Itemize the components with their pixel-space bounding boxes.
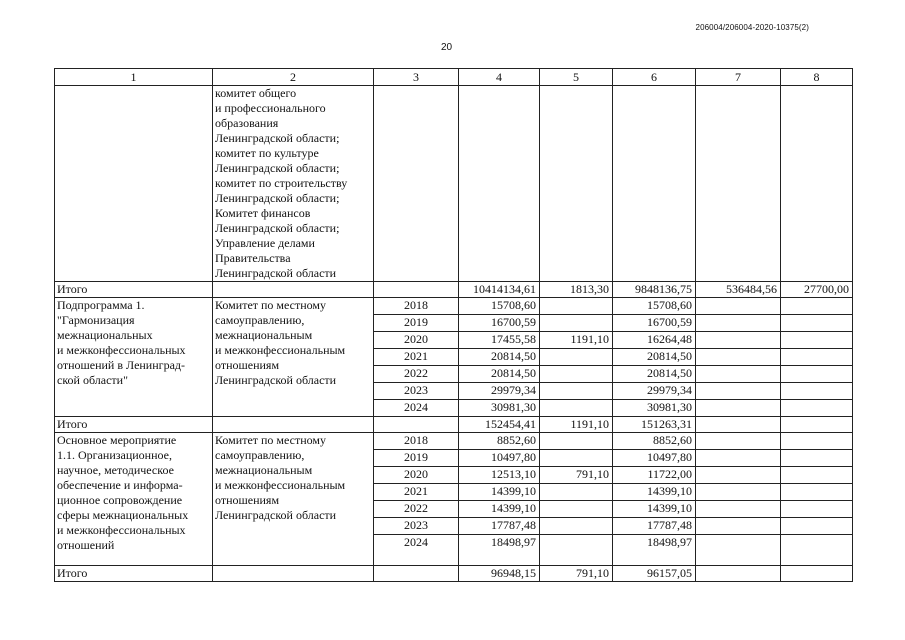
value-cell: 16700,59: [613, 315, 696, 332]
table-cell: [781, 315, 853, 332]
value-cell: 20814,50: [459, 366, 540, 383]
value-cell: 12513,10: [459, 467, 540, 484]
value-cell: [540, 535, 613, 566]
year-cell: 2018: [374, 298, 459, 315]
total-value: 152454,41: [459, 417, 540, 433]
value-cell: [540, 518, 613, 535]
column-number-row: [55, 69, 853, 86]
value-cell: 20814,50: [613, 366, 696, 383]
table-cell: [781, 433, 853, 450]
value-cell: [540, 501, 613, 518]
value-cell: 15708,60: [613, 298, 696, 315]
year-cell: 2019: [374, 450, 459, 467]
value-cell: 18498,97: [459, 535, 540, 566]
activity-executor: Комитет по местному самоуправлению, межнациональным и межконфессиональным отношениям Ленинградской области: [213, 433, 374, 566]
value-cell: [540, 366, 613, 383]
table-cell: [696, 501, 781, 518]
table-cell: [55, 86, 213, 282]
table-cell: [696, 400, 781, 417]
value-cell: [540, 315, 613, 332]
year-cell: 2023: [374, 383, 459, 400]
value-cell: [540, 484, 613, 501]
table-cell: [781, 467, 853, 484]
value-cell: [540, 298, 613, 315]
total-row: [55, 566, 853, 582]
total-label: Итого: [55, 566, 213, 582]
total-value: 9848136,75: [613, 282, 696, 298]
column-number: 3: [374, 69, 459, 86]
value-cell: [540, 400, 613, 417]
value-cell: 20814,50: [613, 349, 696, 366]
table-cell: [781, 417, 853, 433]
table-cell: [696, 417, 781, 433]
value-cell: 10497,80: [613, 450, 696, 467]
table-cell: [696, 383, 781, 400]
table-cell: [781, 349, 853, 366]
subprogram-executor: Комитет по местному самоуправлению, межнациональным и межконфессиональным отношениям Ленинградской области: [213, 298, 374, 417]
value-cell: 14399,10: [613, 501, 696, 518]
table-cell: [696, 349, 781, 366]
value-cell: 14399,10: [459, 501, 540, 518]
column-number: 4: [459, 69, 540, 86]
value-cell: 29979,34: [459, 383, 540, 400]
year-cell: 2023: [374, 518, 459, 535]
program-table: [54, 68, 853, 582]
table-cell: [781, 518, 853, 535]
value-cell: 14399,10: [459, 484, 540, 501]
total-value: 536484,56: [696, 282, 781, 298]
year-cell: 2024: [374, 400, 459, 417]
total-row: [55, 417, 853, 433]
table-cell: [781, 332, 853, 349]
table-cell: [374, 417, 459, 433]
total-value: 1191,10: [540, 417, 613, 433]
table-row: [55, 433, 853, 450]
value-cell: 29979,34: [613, 383, 696, 400]
table-cell: [696, 315, 781, 332]
year-cell: 2022: [374, 366, 459, 383]
table-cell: [781, 86, 853, 282]
total-value: 27700,00: [781, 282, 853, 298]
year-cell: 2018: [374, 433, 459, 450]
value-cell: 17787,48: [459, 518, 540, 535]
year-cell: 2021: [374, 484, 459, 501]
total-value: 96948,15: [459, 566, 540, 582]
table-cell: [696, 484, 781, 501]
value-cell: [540, 349, 613, 366]
value-cell: 15708,60: [459, 298, 540, 315]
table-cell: [374, 86, 459, 282]
value-cell: 14399,10: [613, 484, 696, 501]
table-row: [55, 86, 853, 282]
total-row: [55, 282, 853, 298]
value-cell: 18498,97: [613, 535, 696, 566]
table-cell: [696, 433, 781, 450]
value-cell: 30981,30: [459, 400, 540, 417]
value-cell: 8852,60: [613, 433, 696, 450]
value-cell: 17455,58: [459, 332, 540, 349]
value-cell: 17787,48: [613, 518, 696, 535]
page-number: 20: [441, 42, 453, 53]
column-number: 5: [540, 69, 613, 86]
table-cell: [696, 566, 781, 582]
value-cell: 1191,10: [540, 332, 613, 349]
value-cell: 8852,60: [459, 433, 540, 450]
total-label: Итого: [55, 282, 213, 298]
value-cell: 10497,80: [459, 450, 540, 467]
table-cell: [696, 86, 781, 282]
table-cell: [540, 86, 613, 282]
table-cell: [781, 366, 853, 383]
value-cell: [540, 433, 613, 450]
activity-name: Основное мероприятие 1.1. Организационное, научное, методическое обеспечение и информа- ционное сопровождение сферы межнациональных и межконфессиональных отношений: [55, 433, 213, 566]
table-cell: [781, 450, 853, 467]
value-cell: [540, 450, 613, 467]
value-cell: 16700,59: [459, 315, 540, 332]
subprogram-name: Подпрограмма 1. "Гармонизация межнациональных и межконфессиональных отношений в Ленинград- ской области": [55, 298, 213, 417]
document-id: 206004/206004-2020-10375(2): [695, 23, 809, 32]
total-value: 151263,31: [613, 417, 696, 433]
table-cell: [781, 484, 853, 501]
year-cell: 2020: [374, 467, 459, 484]
table-cell: [613, 86, 696, 282]
table-cell: [696, 518, 781, 535]
column-number: 2: [213, 69, 374, 86]
table-cell: [781, 400, 853, 417]
year-cell: 2020: [374, 332, 459, 349]
value-cell: 11722,00: [613, 467, 696, 484]
year-cell: 2021: [374, 349, 459, 366]
table-cell: [696, 298, 781, 315]
total-value: 10414134,61: [459, 282, 540, 298]
total-label: Итого: [55, 417, 213, 433]
column-number: 8: [781, 69, 853, 86]
table-cell: [781, 566, 853, 582]
table-cell: [374, 282, 459, 298]
table-cell: [696, 535, 781, 566]
table-cell: [696, 332, 781, 349]
value-cell: 16264,48: [613, 332, 696, 349]
table-cell: [696, 467, 781, 484]
value-cell: 20814,50: [459, 349, 540, 366]
total-value: 96157,05: [613, 566, 696, 582]
table-cell: [781, 298, 853, 315]
table-cell: [213, 566, 374, 582]
value-cell: 791,10: [540, 467, 613, 484]
executor-cell: комитет общего и профессионального образования Ленинградской области; комитет по культуре Ленинградской области; комитет по строительству Ленинградской области; Комитет финансов Ленинградской области; Управление делами Правительства Ленинградской области: [213, 86, 374, 282]
table-row: [55, 298, 853, 315]
table-cell: [374, 566, 459, 582]
column-number: 1: [55, 69, 213, 86]
total-value: 1813,30: [540, 282, 613, 298]
table-cell: [213, 282, 374, 298]
year-cell: 2022: [374, 501, 459, 518]
column-number: 7: [696, 69, 781, 86]
total-value: 791,10: [540, 566, 613, 582]
year-cell: 2024: [374, 535, 459, 566]
table-cell: [781, 535, 853, 566]
table-cell: [781, 501, 853, 518]
table-cell: [696, 450, 781, 467]
year-cell: 2019: [374, 315, 459, 332]
column-number: 6: [613, 69, 696, 86]
table-cell: [696, 366, 781, 383]
table-cell: [781, 383, 853, 400]
value-cell: [540, 383, 613, 400]
table-cell: [459, 86, 540, 282]
table-cell: [213, 417, 374, 433]
value-cell: 30981,30: [613, 400, 696, 417]
